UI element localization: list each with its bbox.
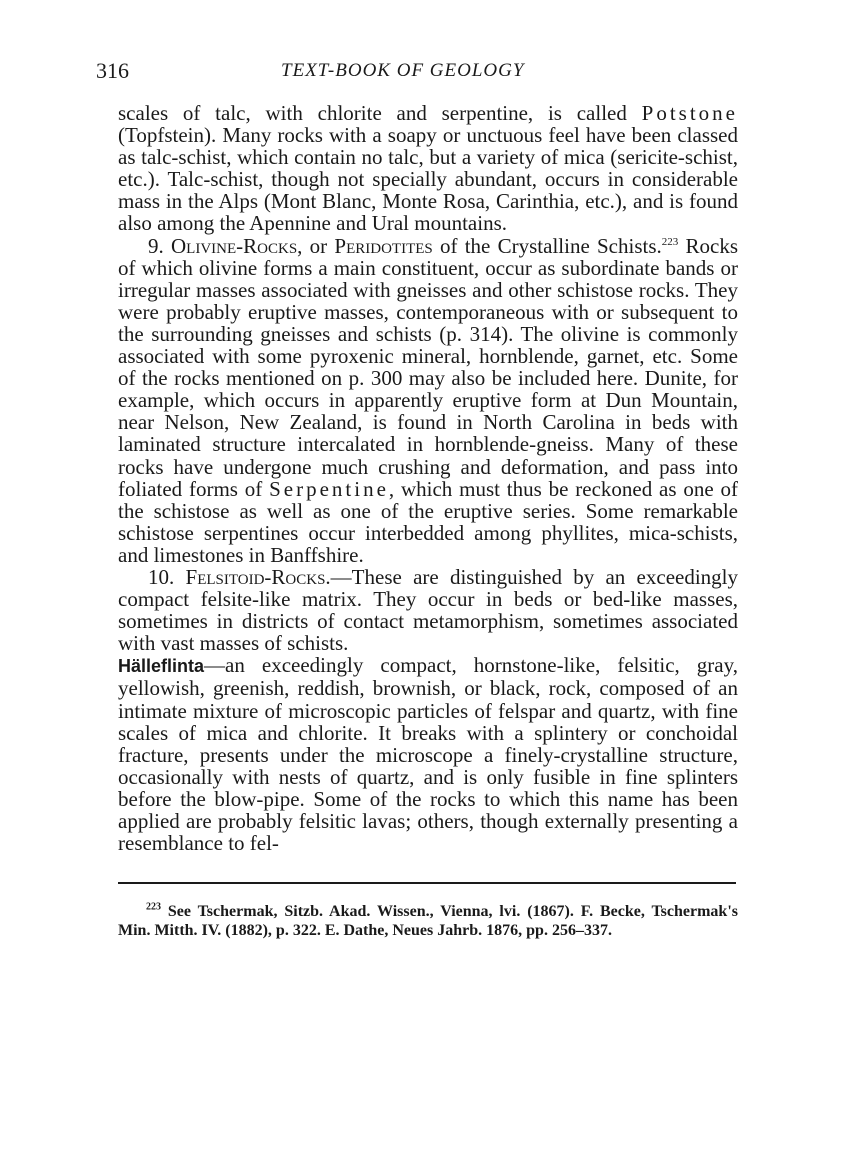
term-potstone: Potstone <box>641 101 738 125</box>
footnote-text: See Tschermak, Sitzb. Akad. Wissen., Vienna, lvi. (1867). F. Becke, Tschermak's Min. Mitth. IV. (1882), p. 322. E. Dathe, Neues Jahrb. 1876, pp. 256–337. <box>118 903 738 940</box>
running-title: TEXT-BOOK OF GEOLOGY <box>281 60 525 81</box>
heading-olivine-rocks: Olivine-Rocks <box>171 233 298 258</box>
book-page <box>96 58 739 940</box>
section-number: 10. <box>148 564 186 589</box>
text-span: of the Crystalline Schists. <box>432 233 662 258</box>
heading-peridotites: Peridotites <box>334 233 433 258</box>
paragraph-olivine-rocks <box>118 235 738 566</box>
term-serpentine: Serpentine <box>269 476 389 501</box>
text-span: scales of talc, with chlorite and serpentine, is called <box>118 101 642 125</box>
text-span: Rocks of which olivine forms a main constituent, occur as subordinate bands or irregular masses associated with gneisses and other schistose rocks. They were probably eruptive masses, contemporaneous with or subsequent to the surrounding gneisses and schists (p. 314). The olivine is commonly associated with some pyroxenic mineral, hornblende, garnet, etc. Some of the rocks mentioned on p. 300 may also be included here. Dunite, for example, which occurs in apparently eruptive form at Dun Mountain, near Nelson, New Zealand, is found in North Carolina in beds with laminated structure intercalated in hornblende-gneiss. Many of these rocks have undergone much crushing and deformation, and pass into foliated forms of <box>118 233 739 501</box>
footnote-divider <box>118 882 736 884</box>
footnote-mark: 223 <box>146 901 161 913</box>
text-span: , or <box>297 233 335 258</box>
paragraph-felsitoid-rocks <box>118 566 738 654</box>
text-span: —an exceedingly compact, hornstone-like, felsitic, gray, yellowish, greenish, reddish, brownish, or black, rock, composed of an intimate mixture of microscopic particles of felspar and quartz, with fine scales of mica and chlorite. It breaks with a splintery or conchoidal fracture, presents under the microscope a finely-crystalline structure, occasionally with nests of quartz, and is only fusible in fine splinters before the blow-pipe. Some of the rocks to which this name has been applied are probably felsitic lavas; others, though externally presenting a resemblance to fel- <box>118 653 738 856</box>
section-number: 9. <box>148 233 171 258</box>
body-text <box>118 102 738 854</box>
text-span: (Topfstein). Many rocks with a soapy or unctuous feel have been classed as talc-schist, which contain no talc, but a variety of mica (sericite-schist, etc.). Talc-schist, though not specially abundant, occurs in considerable mass in the Alps (Mont Blanc, Monte Rosa, Carinthia, etc.), and is found also among the Apennine and Ural mountains. <box>118 123 738 236</box>
paragraph-talc-schist <box>118 102 738 235</box>
heading-felsitoid-rocks: Felsitoid-Rocks <box>185 564 326 589</box>
footnote-reference[interactable]: 223 <box>661 235 679 248</box>
footnotes <box>118 902 738 940</box>
page-number: 316 <box>96 58 129 83</box>
footnote-223 <box>118 902 738 940</box>
paragraph-halleflinta <box>118 654 738 854</box>
running-head <box>96 58 746 92</box>
text-span: , which must thus be reckoned as one of the schistose as well as one of the eruptive series. Some remarkable schistose serpentines occur interbedded among phyllites, mica-schists, and limestones in Banffshire. <box>118 476 738 567</box>
text-span: .—These are distinguished by an exceedingly compact felsite-like matrix. They occur in beds or bed-like masses, sometimes in districts of contact metamorphism, sometimes associated with vast masses of schists. <box>118 564 739 656</box>
term-halleflinta: Hälleflinta <box>118 656 205 677</box>
